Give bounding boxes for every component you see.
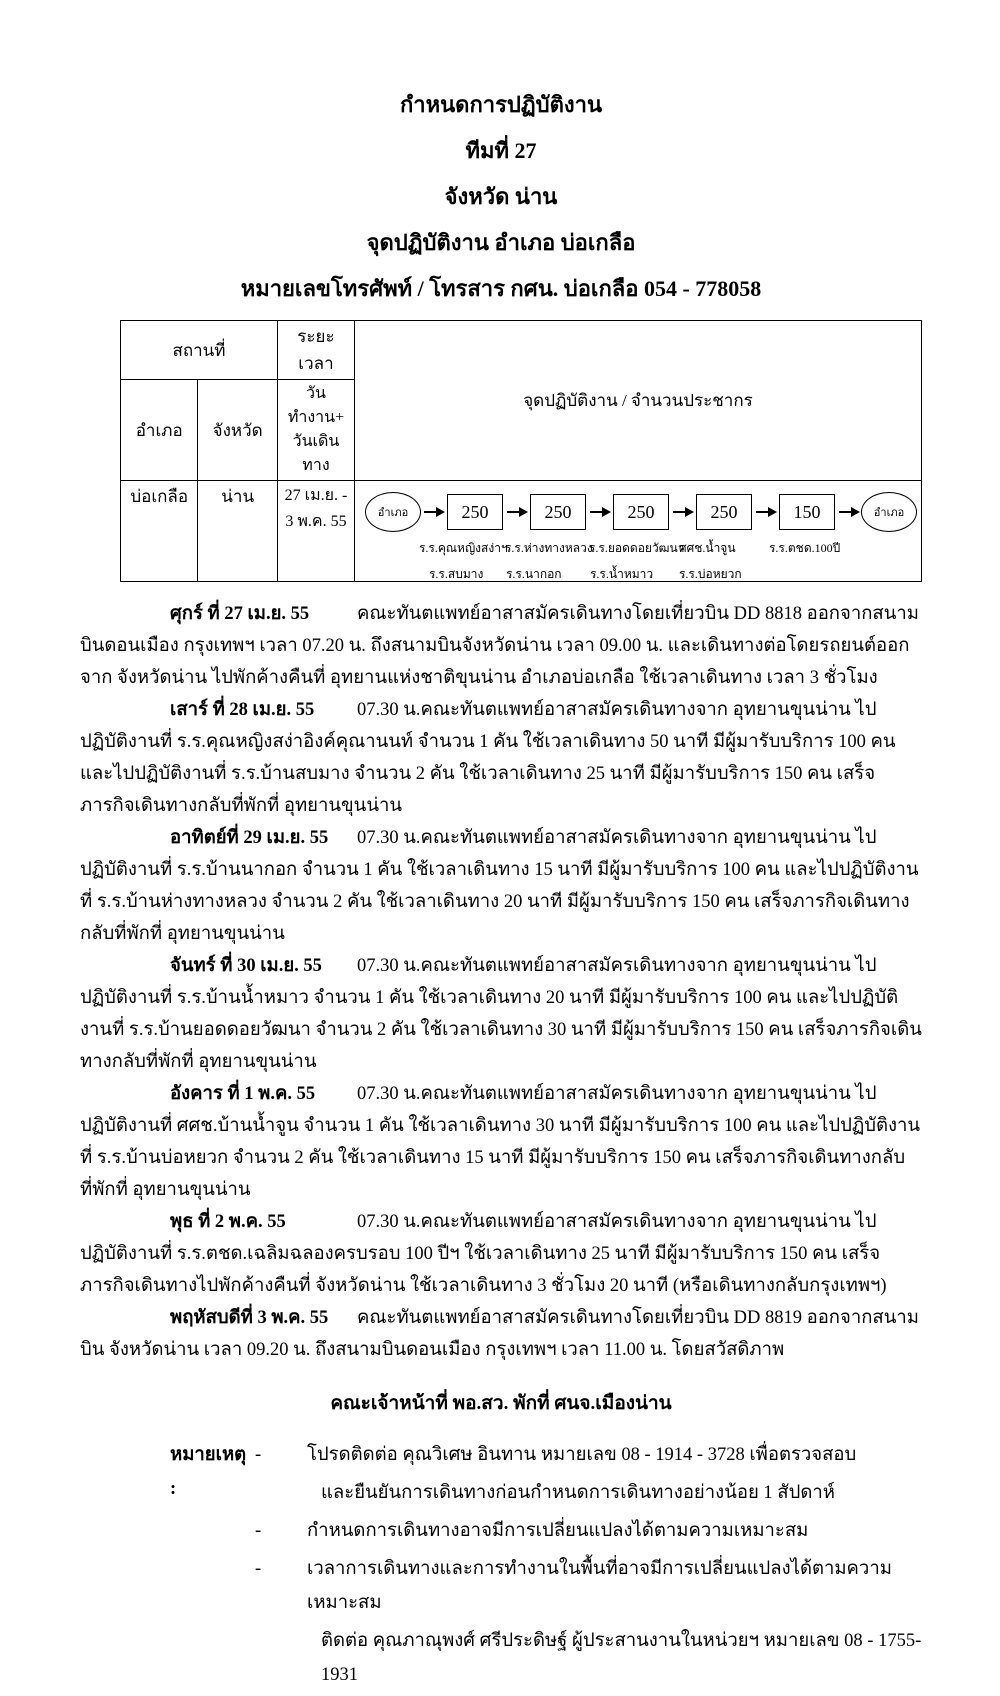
schedule-paragraph: [80, 950, 922, 1078]
schedule-paragraph: [80, 1206, 922, 1302]
notes-label: หมายเหตุ :: [170, 1445, 247, 1499]
day-heading: พุธ ที่ 2 พ.ค. 55: [170, 1212, 286, 1232]
note-text-continued: และยืนยันการเดินทางก่อนกำหนดการเดินทางอย่างน้อย 1 สัปดาห์: [321, 1483, 835, 1503]
arrow-right-icon: [424, 511, 437, 513]
route-count-box: 250: [447, 494, 503, 530]
route-count-box: 150: [779, 494, 835, 530]
day-text: คณะทันตแพทย์อาสาสมัครเดินทางโดยเที่ยวบิน DD 8818 ออกจากสนามบินดอนเมือง กรุงเทพฯ เวลา 07.20 น. ถึงสนามบินจังหวัดน่าน เวลา 09.00 น. และเดินทางต่อโดยรถยนต์ออกจาก จังหวัดน่าน ไปพักค้างคืนที่ อุทยานแห่งชาติขุนน่าน อำเภอบ่อเกลือ ใช้เวลาเดินทาง เวลา 3 ชั่วโมง: [80, 604, 919, 688]
schedule-paragraph: [80, 694, 922, 822]
school-label: ศศช.น้ำจูน: [678, 541, 736, 555]
schedule-paragraph: [80, 598, 922, 694]
note-text: โปรดติดต่อ คุณวิเศษ อินทาน หมายเลข 08 - 1914 - 3728 เพื่อตรวจสอบ: [307, 1445, 857, 1465]
duration-line1: 27 เม.ย. -: [284, 487, 348, 504]
arrow-right-icon: [756, 511, 769, 513]
header-place: สถานที่: [121, 321, 278, 380]
doc-title: กำหนดการปฏิบัติงาน: [399, 92, 603, 117]
header-operation: จุดปฏิบัติงาน / จำนวนประชากร: [354, 321, 921, 481]
arrow-right-icon: [673, 511, 686, 513]
route-count-box: 250: [613, 494, 669, 530]
cell-route-diagram: [354, 481, 921, 582]
cell-province: น่าน: [198, 481, 278, 582]
note-item: [255, 1438, 922, 1472]
day-heading: จันทร์ ที่ 30 เม.ย. 55: [170, 956, 322, 976]
note-text: เวลาการเดินทางและการทำงานในพื้นที่อาจมีการเปลี่ยนแปลงได้ตามความเหมาะสม: [307, 1559, 892, 1613]
notes-section: [80, 1438, 922, 1696]
note-item: [255, 1552, 922, 1620]
doc-team-line: ทีมที่ 27: [465, 138, 537, 163]
route-count-box: 250: [530, 494, 586, 530]
daily-schedule: [80, 598, 922, 1366]
duration-line2: 3 พ.ค. 55: [285, 513, 347, 530]
school-label: ร.ร.ตชด.100ปี: [768, 541, 841, 555]
route-diagram-row: [359, 483, 917, 532]
note-item: [255, 1514, 922, 1548]
day-text: 07.30 น.คณะทันตแพทย์อาสาสมัครเดินทางจาก อุทยานขุนน่าน ไปปฏิบัติงานที่ ร.ร.บ้านน้ำหมาว จำนวน 1 คัน ใช้เวลาเดินทาง 20 นาที มีผู้มารับบริการ 100 คน และไปปฏิบัติงานที่ ร.ร.บ้านยอดดอยวัฒนา จำนวน 2 คัน ใช้เวลาเดินทาง 30 นาที มีผู้มารับบริการ 150 คน เสร็จภารกิจเดินทางกลับที่พักที่ อุทยานขุนน่าน: [80, 956, 922, 1072]
schedule-paragraph: [80, 822, 922, 950]
header-duration: ระยะเวลา: [277, 321, 354, 380]
arrow-right-icon: [839, 511, 852, 513]
day-text: คณะทันตแพทย์อาสาสมัครเดินทางโดยเที่ยวบิน DD 8819 ออกจากสนามบิน จังหวัดน่าน เวลา 09.20 น. ถึงสนามบินดอนเมือง กรุงเทพฯ เวลา 11.00 น. โดยสวัสดิภาพ: [80, 1308, 919, 1360]
school-label: ร.ร.ห่างทางหลวง: [504, 541, 593, 555]
schedule-paragraph: [80, 1078, 922, 1206]
school-label: ร.ร.ยอดดอยวัฒนา: [588, 541, 685, 555]
doc-province-line: จังหวัด น่าน: [444, 184, 558, 209]
note-dash: -: [255, 1521, 262, 1541]
note-dash: -: [255, 1559, 262, 1579]
route-end-oval: อำเภอ: [861, 492, 917, 532]
day-text: 07.30 น.คณะทันตแพทย์อาสาสมัครเดินทางจาก อุทยานขุนน่าน ไปปฏิบัติงานที่ ร.ร.คุณหญิงสง่าอิงค์คุณานนท์ จำนวน 1 คัน ใช้เวลาเดินทาง 50 นาที มีผู้มารับบริการ 100 คน และไปปฏิบัติงานที่ ร.ร.บ้านสบมาง จำนวน 2 คัน ใช้เวลาเดินทาง 25 นาที มีผู้มารับบริการ 150 คน เสร็จภารกิจเดินทางกลับที่พักที่ อุทยานขุนน่าน: [80, 700, 896, 816]
header-province: จังหวัด: [198, 380, 278, 481]
school-label: ร.ร.น้ำหมาว: [589, 567, 654, 581]
header-workdays-line1: วันทำงาน+: [287, 385, 345, 426]
staff-accommodation-line: คณะเจ้าหน้าที่ พอ.สว. พักที่ ศนจ.เมืองน่าน: [330, 1393, 672, 1414]
schedule-table: [120, 320, 922, 582]
school-label: ร.ร.นากอก: [505, 567, 562, 581]
note-text: กำหนดการเดินทางอาจมีการเปลี่ยนแปลงได้ตามความเหมาะสม: [307, 1521, 809, 1541]
route-start-oval: อำเภอ: [365, 492, 421, 532]
day-heading: อังคาร ที่ 1 พ.ค. 55: [170, 1084, 316, 1104]
school-label: ร.ร.สบมาง: [428, 567, 484, 581]
day-heading: ศุกร์ ที่ 27 เม.ย. 55: [170, 604, 310, 624]
notes-items: [255, 1438, 922, 1696]
day-text: 07.30 น.คณะทันตแพทย์อาสาสมัครเดินทางจาก อุทยานขุนน่าน ไปปฏิบัติงานที่ ศศช.บ้านน้ำจูน จำนวน 1 คัน ใช้เวลาเดินทาง 30 นาที มีผู้มารับบริการ 100 คน และไปปฏิบัติงานที่ ร.ร.บ้านบ่อหยวก จำนวน 2 คัน ใช้เวลาเดินทาง 15 นาที มีผู้มารับบริการ 150 คน เสร็จภารกิจเดินทางกลับที่พักที่ อุทยานขุนน่าน: [80, 1084, 921, 1200]
document-header: [80, 0, 922, 304]
day-heading: เสาร์ ที่ 28 เม.ย. 55: [170, 700, 315, 720]
arrow-right-icon: [590, 511, 603, 513]
route-count-box: 250: [696, 494, 752, 530]
arrow-right-icon: [507, 511, 520, 513]
doc-operation-point-line: จุดปฏิบัติงาน อำเภอ บ่อเกลือ: [366, 230, 636, 255]
day-heading: พฤหัสบดีที่ 3 พ.ค. 55: [170, 1308, 329, 1328]
header-workdays-line2: วันเดินทาง: [292, 433, 340, 474]
note-text-continued: ติดต่อ คุณภาณุพงศ์ ศรีประดิษฐ์ ผู้ประสานงานในหน่วยฯ หมายเลข 08 - 1755-1931: [321, 1631, 922, 1685]
header-district: อำเภอ: [121, 380, 198, 481]
day-heading: อาทิตย์ที่ 29 เม.ย. 55: [170, 828, 329, 848]
day-text: 07.30 น.คณะทันตแพทย์อาสาสมัครเดินทางจาก อุทยานขุนน่าน ไปปฏิบัติงานที่ ร.ร.บ้านนากอก จำนวน 1 คัน ใช้เวลาเดินทาง 15 นาที มีผู้มารับบริการ 100 คน และไปปฏิบัติงานที่ ร.ร.บ้านห่างทางหลวง จำนวน 2 คัน ใช้เวลาเดินทาง 20 นาที มีผู้มารับบริการ 150 คน เสร็จภารกิจเดินทางกลับที่พักที่ อุทยานขุนน่าน: [80, 828, 919, 944]
school-label: ร.ร.คุณหญิงสง่าฯ: [418, 541, 508, 555]
route-diagram: [359, 483, 917, 579]
cell-district: บ่อเกลือ: [121, 481, 198, 582]
header-workdays: [277, 380, 354, 481]
cell-duration: [277, 481, 354, 582]
day-text: 07.30 น.คณะทันตแพทย์อาสาสมัครเดินทางจาก อุทยานขุนน่าน ไปปฏิบัติงานที่ ร.ร.ตชด.เฉลิมฉลองครบรอบ 100 ปีฯ ใช้เวลาเดินทาง 25 นาที มีผู้มารับบริการ 150 คน เสร็จภารกิจเดินทางไปพักค้างคืนที่ จังหวัดน่าน ใช้เวลาเดินทาง 3 ชั่วโมง 20 นาที (หรือเดินทางกลับกรุงเทพฯ): [80, 1212, 887, 1296]
school-label: ร.ร.บ่อหยวก: [678, 567, 742, 581]
doc-phone-line: หมายเลขโทรศัพท์ / โทรสาร กศน. บ่อเกลือ 054 - 778058: [240, 276, 762, 301]
note-dash: -: [255, 1445, 262, 1465]
schedule-paragraph: [80, 1302, 922, 1366]
